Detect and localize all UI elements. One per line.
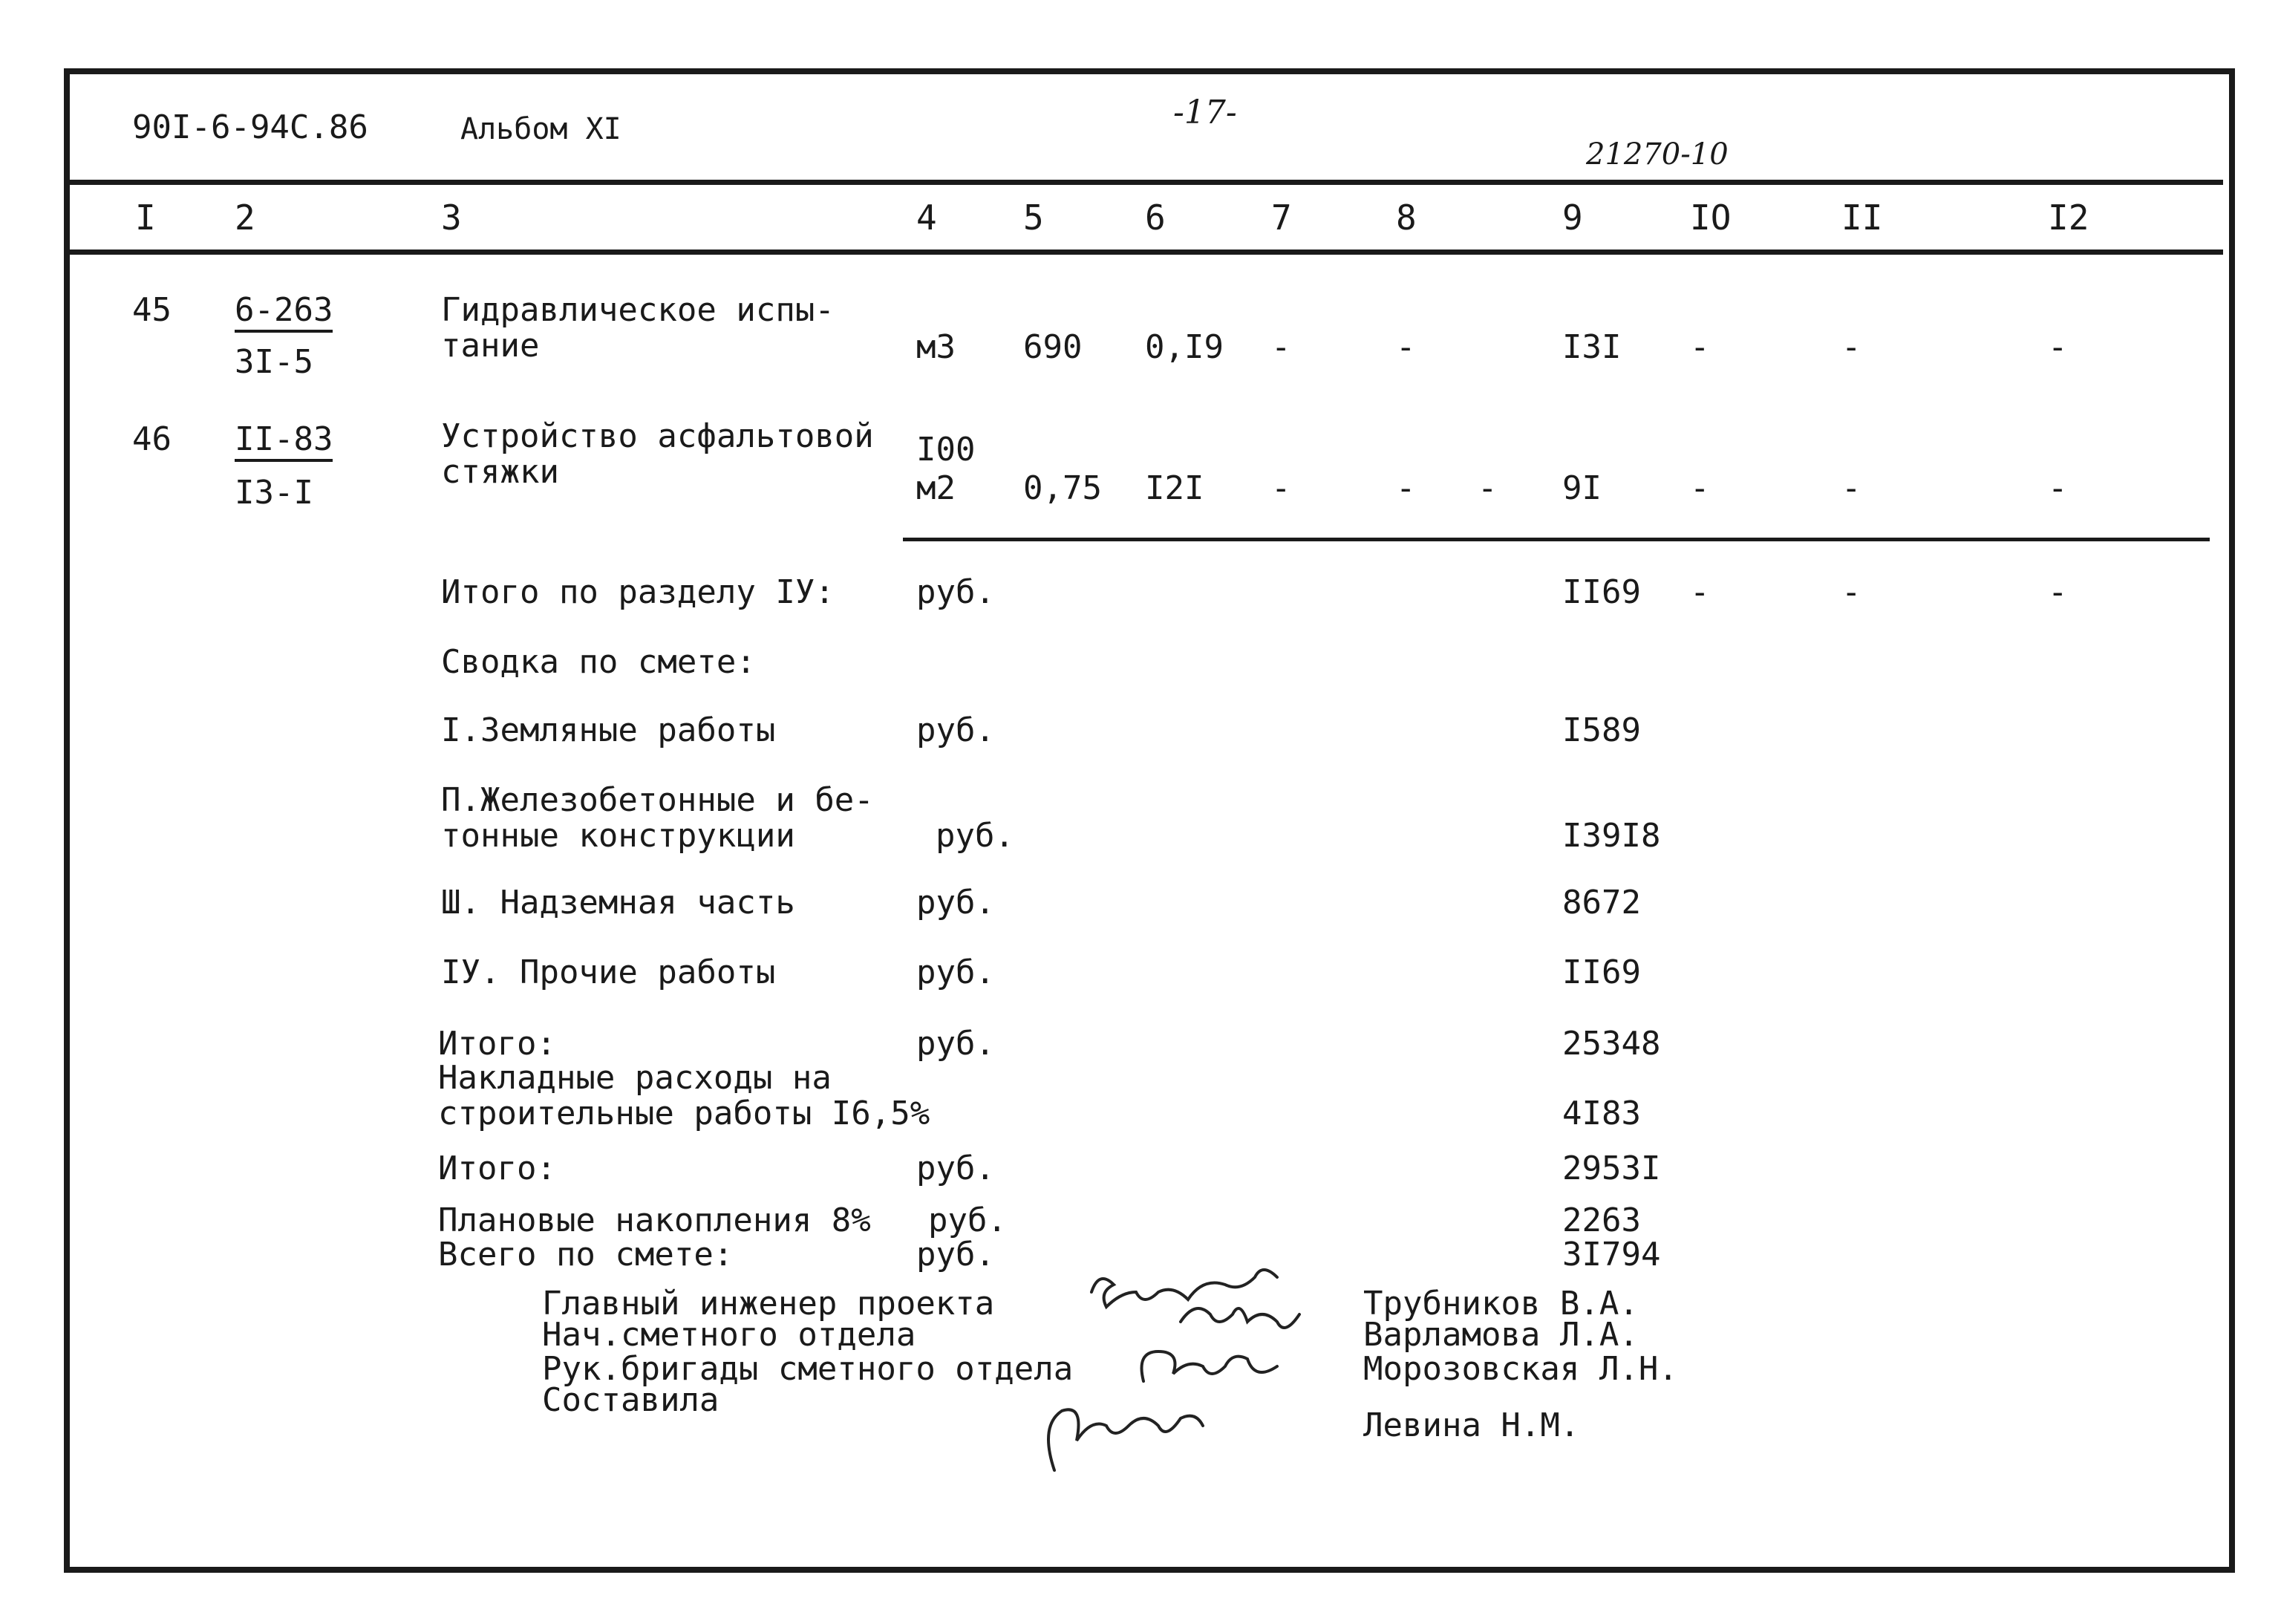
summary-item-value: 8672	[1562, 884, 1641, 922]
planned-savings-value: 2263	[1562, 1201, 1641, 1239]
planned-savings-unit: руб.	[928, 1201, 1007, 1239]
document-code: 90I-6-94C.86	[132, 108, 368, 146]
col8b-value: -	[1478, 469, 1498, 507]
summary-item-unit: руб.	[936, 817, 1014, 855]
norm-code: 6-263	[235, 294, 333, 333]
col-header-10: IO	[1690, 198, 1732, 238]
col-header-2: 2	[235, 198, 255, 238]
col11-value: -	[1841, 469, 1861, 507]
page-number: -17-	[1173, 94, 1237, 131]
signature-role: Рук.бригады сметного отдела	[542, 1350, 1074, 1388]
work-name-line-1: Устройство асфальтовой	[441, 417, 874, 455]
grand-total-unit: руб.	[916, 1236, 995, 1274]
subtotal-label: Итого:	[438, 1025, 556, 1063]
col-header-6: 6	[1145, 198, 1166, 238]
header-bottom-rule	[70, 250, 2223, 255]
subtotal-value: 25348	[1562, 1025, 1661, 1063]
col-header-11: II	[1841, 198, 1883, 238]
col-header-1: I	[135, 198, 156, 238]
col6-value: 0,I9	[1145, 328, 1224, 366]
unit: м3	[916, 328, 956, 366]
signature-name: Трубников В.А.	[1363, 1285, 1639, 1323]
subtotal-unit: руб.	[916, 1149, 995, 1187]
summary-item-unit: руб.	[916, 884, 995, 922]
col7-value: -	[1271, 328, 1291, 366]
col-header-4: 4	[916, 198, 937, 238]
overhead-label-line-2: строительные работы I6,5%	[438, 1095, 930, 1132]
col12-value: -	[2048, 328, 2068, 366]
section-rule	[903, 538, 2210, 541]
summary-item-label: I.Земляные работы	[441, 711, 776, 749]
col6-value: I2I	[1145, 469, 1204, 507]
subtotal-value: 2953I	[1562, 1149, 1661, 1187]
row-number: 46	[132, 420, 172, 458]
signature-role: Главный инженер проекта	[542, 1285, 995, 1323]
summary-item-value: II69	[1562, 953, 1641, 991]
summary-item-unit: руб.	[916, 711, 995, 749]
overhead-value: 4I83	[1562, 1095, 1641, 1132]
summary-item-label: Ш. Надземная часть	[441, 884, 795, 922]
subtotal-label: Итого:	[438, 1149, 556, 1187]
col10-value: -	[1690, 328, 1710, 366]
unit-line-1: I00	[916, 431, 976, 469]
col8-value: -	[1396, 469, 1416, 507]
col9-value: 9I	[1562, 469, 1602, 507]
summary-title: Сводка по смете:	[441, 643, 756, 681]
summary-item-label: IУ. Прочие работы	[441, 953, 776, 991]
section-total-col11: -	[1841, 573, 1861, 611]
row-number: 45	[132, 291, 172, 329]
overhead-label: Накладные расходы на	[438, 1059, 832, 1097]
col8-value: -	[1396, 328, 1416, 366]
col-header-7: 7	[1271, 198, 1292, 238]
header-top-rule	[70, 180, 2223, 185]
grand-total-value: 3I794	[1562, 1236, 1661, 1274]
grand-total-label: Всего по смете:	[438, 1236, 734, 1274]
album-label: Альбом XI	[460, 112, 621, 146]
col5-value: 0,75	[1023, 469, 1102, 507]
col-header-9: 9	[1562, 198, 1583, 238]
col-header-3: 3	[441, 198, 462, 238]
section-total-label: Итого по разделу IУ:	[441, 573, 835, 611]
sheet-number: 21270-10	[1586, 137, 1729, 172]
summary-item-label-line-2: тонные конструкции	[441, 817, 795, 855]
col11-value: -	[1841, 328, 1861, 366]
section-total-col12: -	[2048, 573, 2068, 611]
unit: м2	[916, 469, 956, 507]
summary-item-unit: руб.	[916, 953, 995, 991]
subtotal-unit: руб.	[916, 1025, 995, 1063]
work-name-line-2: тание	[441, 327, 540, 365]
signature-name: Варламова Л.А.	[1363, 1316, 1639, 1354]
planned-savings-label: Плановые накопления 8%	[438, 1201, 871, 1239]
signature-name: Морозовская Л.Н.	[1363, 1350, 1678, 1388]
signature-name: Левина Н.М.	[1363, 1406, 1580, 1444]
col-header-12: I2	[2048, 198, 2089, 238]
norm-code: II-83	[235, 423, 333, 462]
summary-item-value: I589	[1562, 711, 1641, 749]
col-header-8: 8	[1396, 198, 1417, 238]
col12-value: -	[2048, 469, 2068, 507]
signature-role: Нач.сметного отдела	[542, 1316, 916, 1354]
summary-item-label: П.Железобетонные и бе-	[441, 781, 874, 819]
work-name-line-2: стяжки	[441, 453, 559, 491]
col9-value: I3I	[1562, 328, 1622, 366]
section-total-value: II69	[1562, 573, 1641, 611]
section-total-unit: руб.	[916, 573, 995, 611]
col5-value: 690	[1023, 328, 1083, 366]
summary-item-value: I39I8	[1562, 817, 1661, 855]
col-header-5: 5	[1023, 198, 1044, 238]
norm-subcode: I3-I	[235, 474, 313, 512]
col7-value: -	[1271, 469, 1291, 507]
section-total-col10: -	[1690, 573, 1710, 611]
work-name-line-1: Гидравлическое испы-	[441, 291, 835, 329]
col10-value: -	[1690, 469, 1710, 507]
signature-role: Составила	[542, 1381, 719, 1419]
norm-subcode: 3I-5	[235, 343, 313, 381]
